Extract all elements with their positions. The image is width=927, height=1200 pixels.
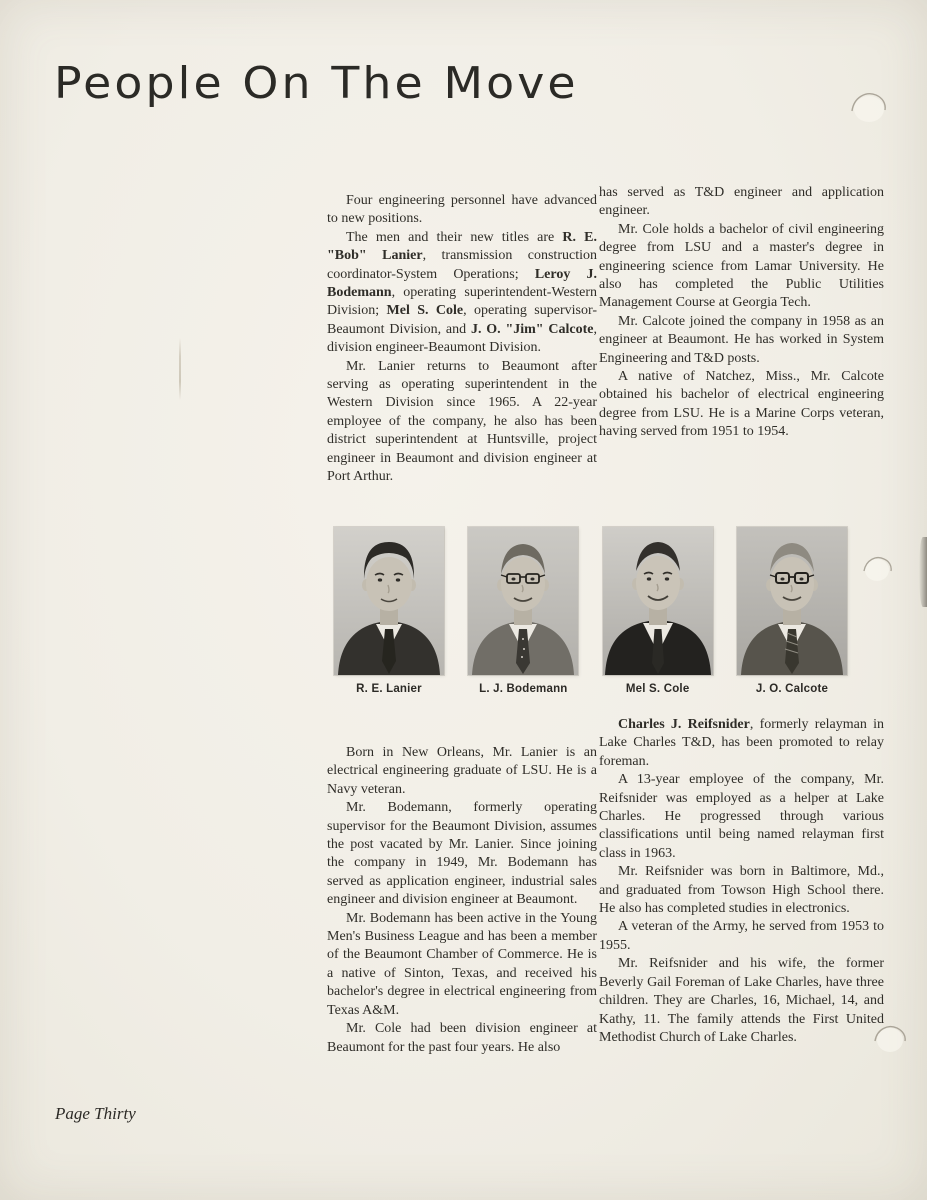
page-number: Page Thirty [55, 1104, 136, 1123]
page-curl-mark [869, 1019, 911, 1059]
paragraph: Mr. Calcote joined the company in 1958 as an engineer at Beaumont. He has worked in System Engineering and T&D posts. [599, 313, 884, 366]
paragraph: Mr. Cole holds a bachelor of civil engineering degree from LSU and a master's degree in engineering science from Lamar University. He also has completed the Public Utilities Management Course at Georgia Tech. [599, 221, 884, 311]
paragraph: A 13-year employee of the company, Mr. Reifsnider was employed as a helper at Lake Charles. He progressed through various classifications until being named relayman first class in 1963. [599, 772, 884, 861]
column-lower-right [599, 716, 884, 1047]
paragraph: Mr. Reifsnider was born in Baltimore, Md., and graduated from Towson High School there. He also has completed studies in electronics. [599, 864, 884, 917]
portrait-photo-cole-icon [603, 527, 713, 675]
page-curl-mark [858, 551, 896, 587]
paragraph: A native of Natchez, Miss., Mr. Calcote obtained his bachelor of electrical engineering degree from LSU. He is a Marine Corps veteran, having served from 1951 to 1954. [599, 369, 884, 440]
paragraph: Four engineering personnel have advanced to new positions. [327, 193, 597, 227]
scan-edge-mark [919, 537, 927, 607]
photo-figure-bodemann [468, 527, 578, 695]
photo-caption-bodemann: L. J. Bodemann [479, 683, 568, 695]
page-title: People On The Move [54, 58, 579, 109]
photo-figure-calcote [737, 527, 847, 695]
photo-caption-cole: Mel S. Cole [625, 683, 690, 695]
photo-caption-lanier: R. E. Lanier [356, 683, 422, 695]
paragraph: Charles J. Reifsnider, formerly relayman in Lake Charles T&D, has been promoted to relay foreman. [599, 717, 884, 769]
portrait-photo-bodemann-icon [468, 527, 578, 675]
paragraph: Mr. Lanier returns to Beaumont after serving as operating superintendent in the Western Division since 1965. A 22-year employee of the company, he also has been district superintendent at Huntsville, project engineer in Beaumont and division engineer at Port Arthur. [327, 358, 597, 485]
page-curl-mark [845, 86, 891, 128]
paragraph: Mr. Bodemann, formerly operating supervisor for the Beaumont Division, assumes the post vacated by Mr. Lanier. Since joining the company in 1949, Mr. Bodemann has served as application engineer, industrial sales engineer and division engineer at Beaumont. [327, 800, 597, 908]
portrait-photo-calcote-icon [737, 527, 847, 675]
photo-figure-lanier [334, 527, 444, 695]
photo-figure-cole [603, 527, 713, 695]
portrait-photo-lanier-icon [334, 527, 444, 675]
column-upper-right [599, 184, 884, 442]
paragraph: Mr. Bodemann has been active in the Young Men's Business League and has been a member of the Beaumont Chamber of Commerce. He is a native of Sinton, Texas, and received his bachelor's degree in electrical engineering from Texas A&M. [327, 910, 597, 1018]
paragraph: Mr. Reifsnider and his wife, the former Beverly Gail Foreman of Lake Charles, have three children. They are Charles, 16, Michael, 14, and Kathy, 11. The family attends the First United Methodist Church of Lake Charles. [599, 956, 884, 1045]
scan-hairline [179, 338, 181, 400]
column-upper-left [327, 192, 597, 487]
photo-caption-calcote: J. O. Calcote [755, 683, 829, 695]
paragraph: The men and their new titles are R. E. "Bob" Lanier, transmission construction coordinator-System Operations; Leroy J. Bodemann, operating superintendent-Western Division; Mel S. Cole, operating supervisor-Beaumont Division, and J. O. "Jim" Calcote, division engineer-Beaumont Division. [327, 229, 598, 356]
paragraph: Born in New Orleans, Mr. Lanier is an electrical engineering graduate of LSU. He is a Navy veteran. [327, 745, 597, 797]
paragraph: A veteran of the Army, he served from 1953 to 1955. [599, 919, 884, 953]
photo-row [334, 527, 847, 695]
paragraph: has served as T&D engineer and application engineer. [599, 185, 884, 219]
paragraph: Mr. Cole had been division engineer at Beaumont for the past four years. He also [327, 1021, 597, 1055]
column-lower-left [327, 744, 597, 1057]
